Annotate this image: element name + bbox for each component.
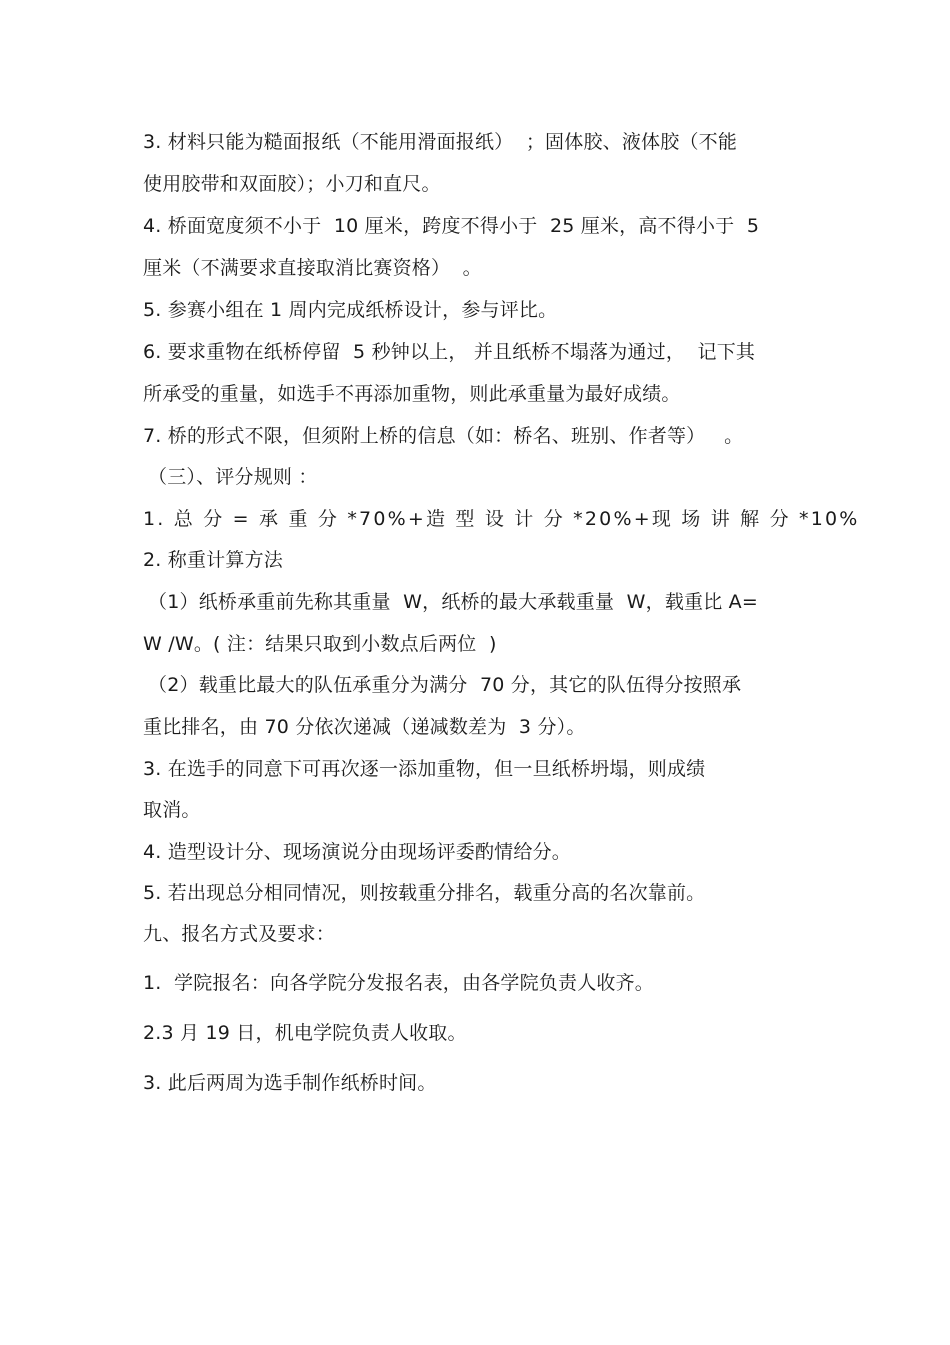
rule-line-timeline: 5. 参赛小组在 1 周内完成纸桥设计，参与评比。 — [143, 299, 558, 321]
scoring-line-weight-ratio-cont: W /W。( 注：结果只取到小数点后两位 ) — [143, 633, 497, 655]
scoring-line-add-weight: 3. 在选手的同意下可再次逐一添加重物，但一旦纸桥坍塌，则成绩 — [143, 758, 706, 780]
registration-line-date: 2.3 月 19 日，机电学院负责人收取。 — [143, 1022, 467, 1044]
scoring-line-weight-ratio: （1）纸桥承重前先称其重量 W，纸桥的最大承载重量 W，载重比 A= — [148, 591, 758, 613]
scoring-line-design-score: 4. 造型设计分、现场演说分由现场评委酌情给分。 — [143, 841, 571, 863]
rule-line-materials: 3. 材料只能为糙面报纸（不能用滑面报纸） ；固体胶、液体胶（不能 — [143, 131, 738, 153]
section-heading-scoring: （三）、评分规则 ： — [148, 466, 318, 488]
registration-line-build-time: 3. 此后两周为选手制作纸桥时间。 — [143, 1072, 437, 1094]
rule-line-load-test-cont: 所承受的重量，如选手不再添加重物，则此承重量为最好成绩。 — [143, 383, 681, 405]
rule-line-dimensions-cont: 厘米（不满要求直接取消比赛资格） 。 — [143, 257, 482, 279]
rule-line-dimensions: 4. 桥面宽度须不小于 10 厘米，跨度不得小于 25 厘米，高不得小于 5 — [143, 215, 760, 237]
section-heading-registration: 九、报名方式及要求： — [143, 923, 336, 945]
scoring-line-ranking: （2）载重比最大的队伍承重分为满分 70 分，其它的队伍得分按照承 — [148, 674, 742, 696]
rule-line-load-test: 6. 要求重物在纸桥停留 5 秒钟以上， 并且纸桥不塌落为通过， 记下其 — [143, 341, 756, 363]
scoring-line-total: 1. 总 分 = 承 重 分 *70%+造 型 设 计 分 *20%+现 场 讲 解 分 *10% — [143, 508, 860, 530]
scoring-line-weighing: 2. 称重计算方法 — [143, 549, 283, 571]
scoring-line-ranking-cont: 重比排名，由 70 分依次递减（递减数差为 3 分）。 — [143, 716, 586, 738]
registration-line-college: 1. 学院报名：向各学院分发报名表，由各学院负责人收齐。 — [143, 972, 655, 994]
scoring-line-add-weight-cont: 取消。 — [143, 799, 201, 821]
scoring-line-tie-break: 5. 若出现总分相同情况，则按载重分排名，载重分高的名次靠前。 — [143, 882, 706, 904]
rule-line-materials-cont: 使用胶带和双面胶）；小刀和直尺。 — [143, 173, 441, 195]
rule-line-bridge-form: 7. 桥的形式不限，但须附上桥的信息（如：桥名、班别、作者等） 。 — [143, 425, 744, 447]
